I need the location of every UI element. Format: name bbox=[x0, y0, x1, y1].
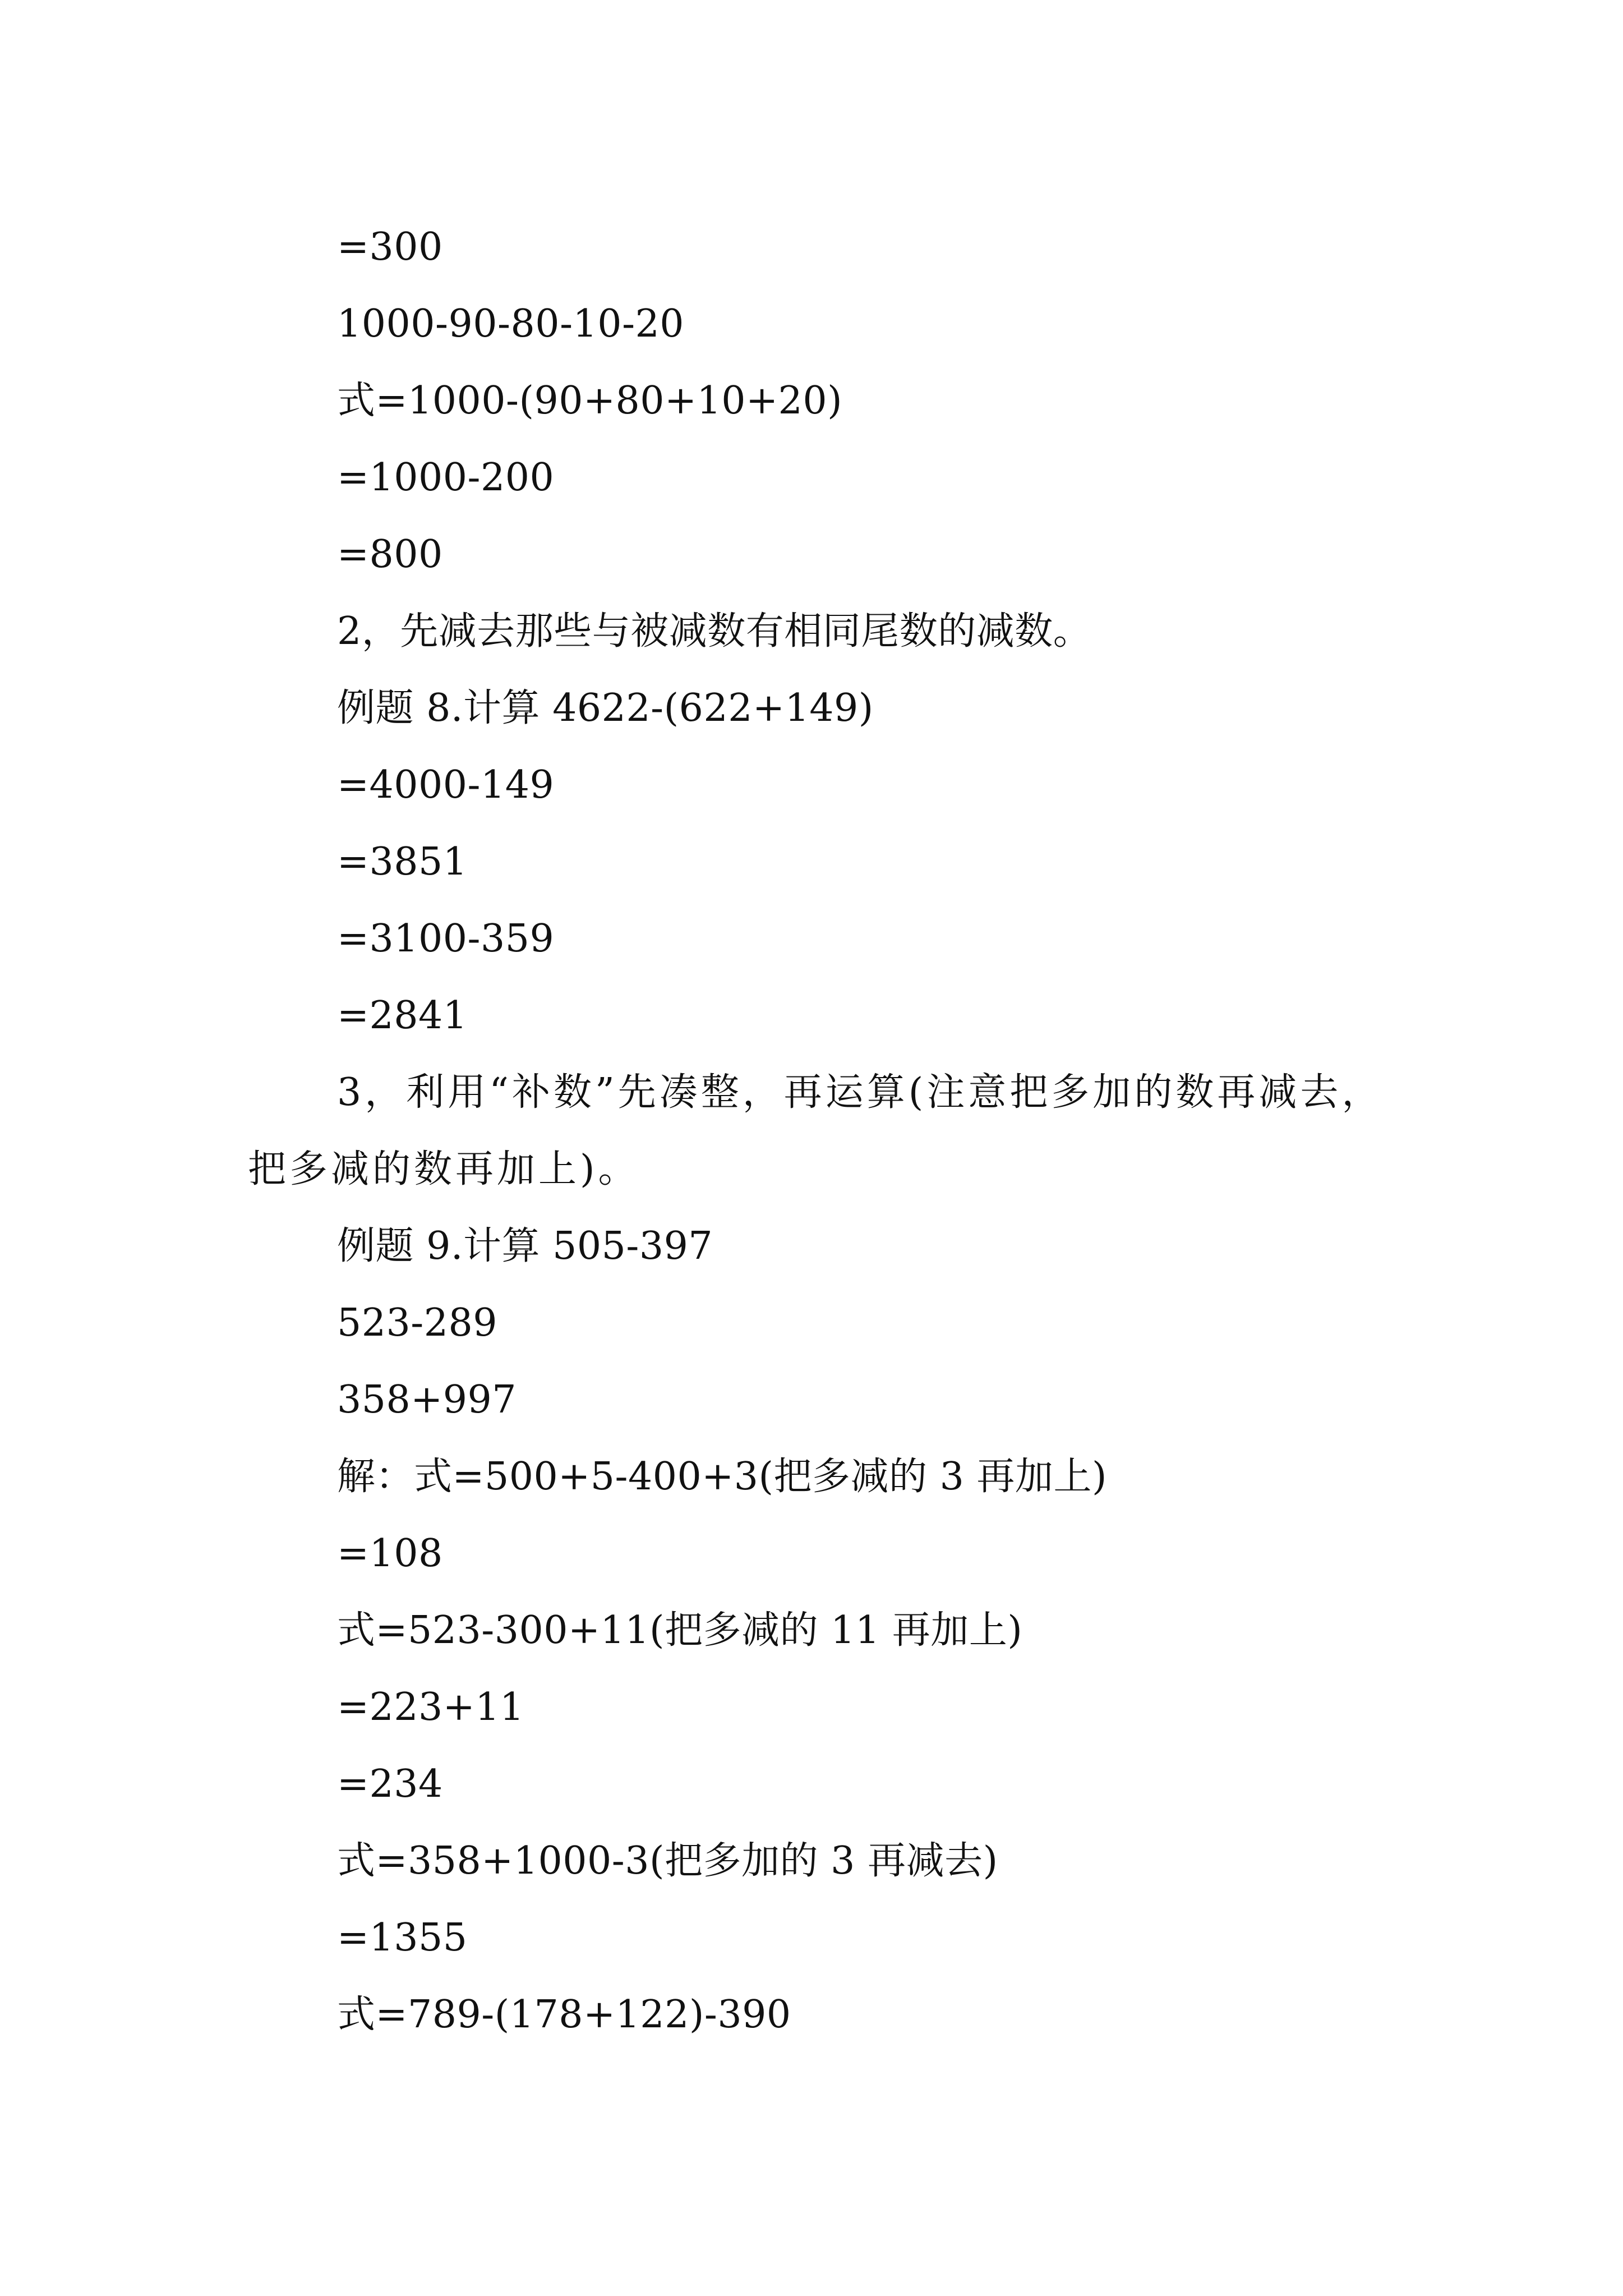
text-line: =800 bbox=[337, 532, 443, 577]
text-line: =300 bbox=[337, 225, 443, 269]
text-line: 解：式=500+5-400+3(把多减的 3 再加上) bbox=[337, 1455, 1108, 1499]
text-line: 1000-90-80-10-20 bbox=[337, 302, 685, 346]
text-line: 式=789-(178+122)-390 bbox=[337, 1993, 791, 2037]
text-line: 2，先减去那些与被减数有相同尾数的减数。 bbox=[337, 609, 1092, 654]
text-line: =3100-359 bbox=[337, 917, 555, 961]
document-body bbox=[248, 209, 1392, 2053]
text-line: =234 bbox=[337, 1762, 443, 1806]
text-line: =223+11 bbox=[337, 1685, 524, 1729]
text-line: 例题 8.计算 4622-(622+149) bbox=[337, 686, 874, 730]
text-line: =1355 bbox=[337, 1916, 468, 1960]
text-line: =2841 bbox=[337, 993, 468, 1038]
text-line: 例题 9.计算 505-397 bbox=[337, 1224, 713, 1268]
text-line: =1000-200 bbox=[337, 455, 555, 500]
text-line: 式=358+1000-3(把多加的 3 再减去) bbox=[337, 1839, 998, 1883]
text-paragraph: 3，利用“补数”先凑整，再运算(注意把多加的数再减去，把多减的数再加上)。 bbox=[248, 1070, 1384, 1191]
text-line: 式=1000-(90+80+10+20) bbox=[337, 379, 843, 423]
text-line: 358+997 bbox=[337, 1378, 517, 1422]
text-line: =4000-149 bbox=[337, 763, 555, 807]
text-line: 式=523-300+11(把多减的 11 再加上) bbox=[337, 1608, 1023, 1653]
text-line: =3851 bbox=[337, 840, 468, 884]
text-line: 523-289 bbox=[337, 1301, 498, 1345]
text-line: =108 bbox=[337, 1531, 443, 1576]
